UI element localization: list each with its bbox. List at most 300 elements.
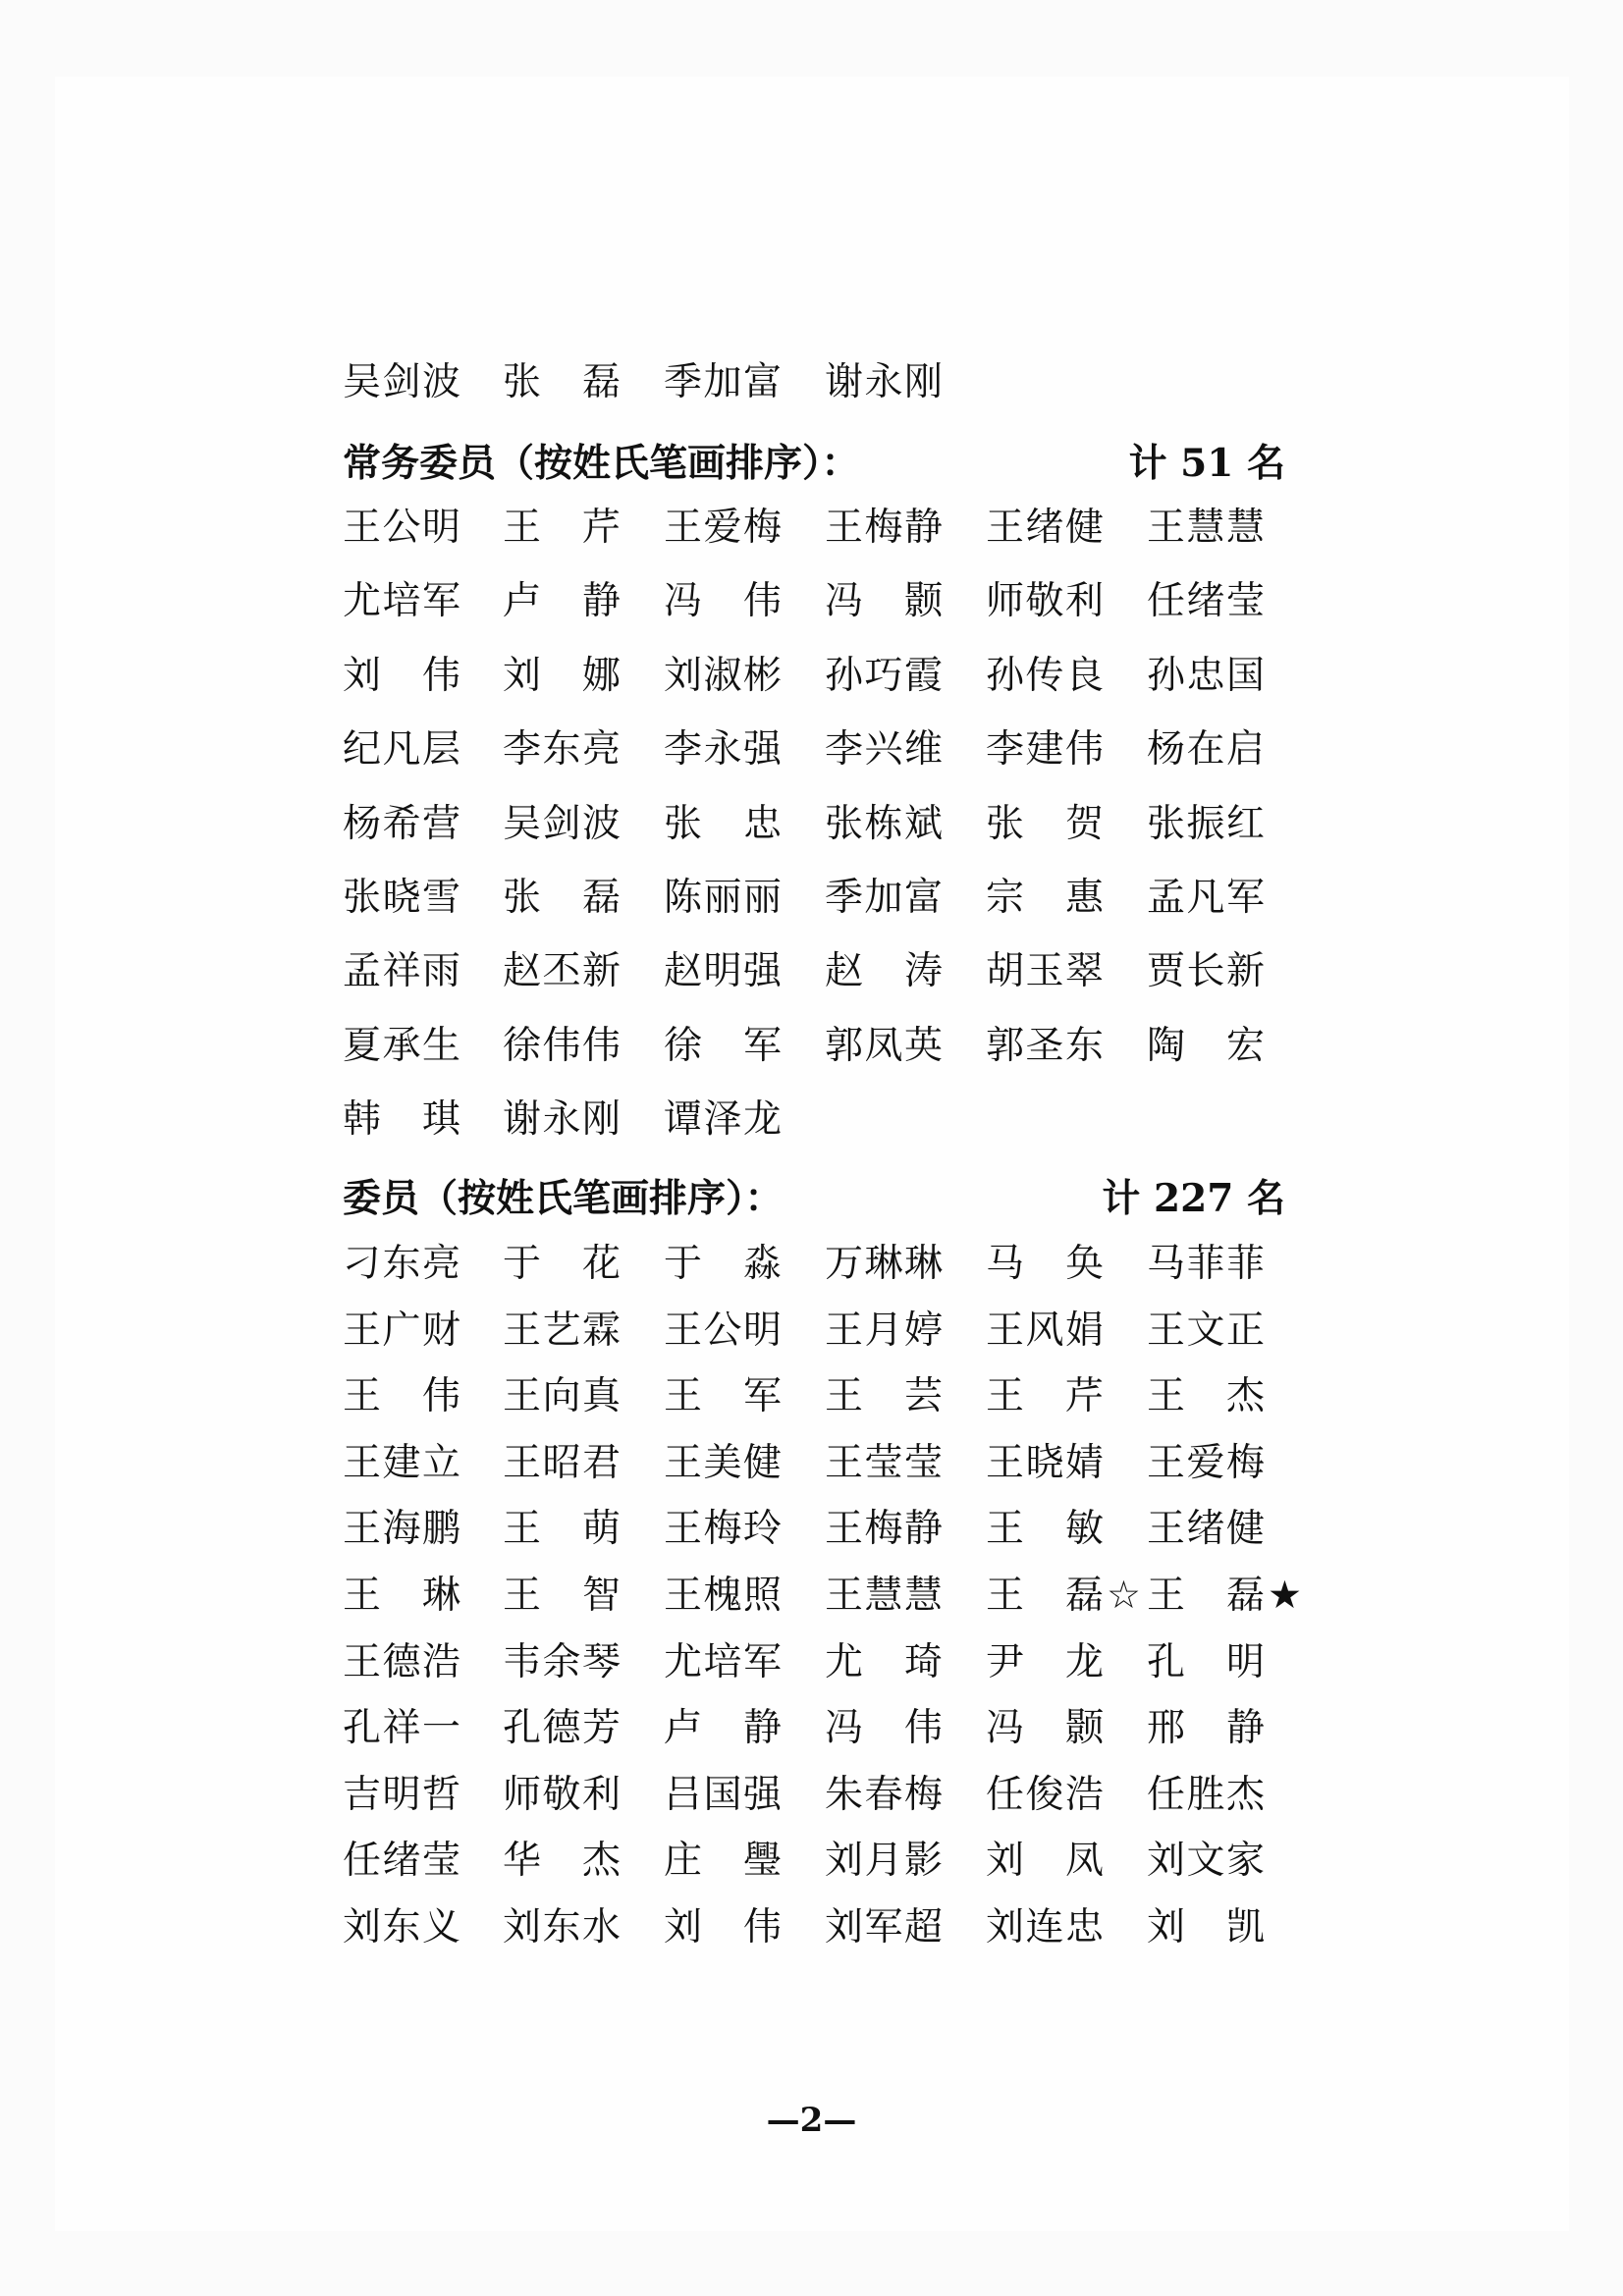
continued-row [343, 353, 1285, 412]
name-char: 加 [703, 360, 742, 404]
name-cell [664, 1766, 782, 1825]
name-char: 丕 [542, 949, 581, 994]
name-char: 张 [503, 360, 542, 404]
name-char: 梅 [864, 1507, 903, 1552]
name-cell [825, 721, 943, 779]
name-char: 巧 [864, 653, 903, 698]
name-char: 鹏 [421, 1507, 460, 1552]
name-cell [343, 1235, 460, 1294]
name-char: 王 [664, 1440, 703, 1485]
name-cell [664, 1699, 782, 1758]
name-cell [343, 1832, 460, 1891]
name-char: 王 [343, 1507, 382, 1552]
name-char: 东 [382, 1905, 421, 1949]
name-char: 任 [1147, 579, 1186, 624]
name-cell [664, 353, 782, 412]
name-char: 王 [343, 1639, 382, 1684]
members-heading [343, 1169, 1285, 1228]
name-char: 智 [581, 1574, 621, 1618]
name-char: 军 [1225, 876, 1265, 920]
name-cell [503, 721, 621, 779]
name-char: 绪 [1186, 1507, 1225, 1552]
name-char: 雪 [421, 876, 460, 920]
name-char: 在 [1186, 727, 1225, 773]
name-char: 娜 [581, 653, 621, 698]
name-char: 浩 [1064, 1772, 1104, 1817]
name-char: 财 [421, 1308, 460, 1353]
name-char: 吕 [664, 1772, 703, 1817]
name-char: 淑 [703, 653, 742, 698]
name-char: 刘 [664, 1905, 703, 1949]
name-cell [986, 721, 1104, 779]
name-char: 孙 [986, 653, 1025, 698]
name-char: 王 [1147, 506, 1186, 550]
name-char: 霞 [903, 653, 943, 698]
name-cell [986, 1302, 1104, 1361]
name-char: 杨 [1147, 727, 1186, 773]
name-char: 凤 [1064, 1839, 1104, 1884]
member-row [343, 1500, 1285, 1559]
name-char: 雨 [421, 949, 460, 994]
name-char: 义 [421, 1905, 460, 1949]
name-char: 梅 [903, 1772, 943, 1817]
name-cell [343, 1633, 460, 1692]
name-char: 王 [664, 1374, 703, 1419]
member-row [343, 1434, 1285, 1493]
name-char: 余 [542, 1639, 581, 1684]
name-char: 向 [542, 1374, 581, 1419]
name-char: 明 [421, 506, 460, 550]
name-char: 婷 [903, 1308, 943, 1353]
name-char: 王 [343, 506, 382, 550]
name-cell [986, 1500, 1104, 1559]
name-cell [503, 1898, 621, 1957]
name-char: 王 [986, 1507, 1025, 1552]
name-char: 芹 [1064, 1374, 1104, 1419]
name-char: 芸 [903, 1374, 943, 1419]
name-char: 芳 [581, 1706, 621, 1751]
name-char: 陈 [664, 876, 703, 920]
name-char: 张 [664, 801, 703, 846]
name-char: 慧 [864, 1574, 903, 1618]
name-char: 建 [1025, 727, 1064, 773]
name-cell [343, 1434, 460, 1493]
name-char: 贺 [1064, 801, 1104, 846]
name-char: 玲 [742, 1507, 782, 1552]
name-cell [986, 795, 1104, 854]
member-row [343, 1699, 1285, 1758]
name-cell [343, 1898, 460, 1957]
name-cell [825, 1017, 943, 1076]
name-char: 凡 [1186, 876, 1225, 920]
name-char: 刁 [343, 1242, 382, 1286]
name-char: 培 [382, 579, 421, 624]
name-char: 梅 [864, 506, 903, 550]
name-char: 琪 [421, 1097, 460, 1143]
name-cell [664, 721, 782, 779]
name-char: 希 [382, 801, 421, 846]
name-char: 永 [542, 1097, 581, 1143]
name-char: 伟 [421, 653, 460, 698]
name-char: 亮 [421, 1242, 460, 1286]
name-cell [1147, 795, 1265, 854]
name-char: 王 [825, 1440, 864, 1485]
name-cell [1147, 721, 1265, 779]
name-cell [986, 1633, 1104, 1692]
name-char: 李 [825, 727, 864, 773]
name-char: 伟 [742, 1905, 782, 1949]
name-char: 刘 [825, 1905, 864, 1949]
name-char: 栋 [864, 801, 903, 846]
name-char: 凡 [382, 727, 421, 773]
name-char: 振 [1186, 801, 1225, 846]
name-char: 杰 [1225, 1772, 1265, 1817]
name-cell [343, 647, 460, 706]
name-cell [1147, 1302, 1265, 1361]
name-char: 英 [903, 1023, 943, 1068]
name-char: 谢 [825, 360, 864, 404]
name-char: 德 [542, 1706, 581, 1751]
name-cell [1147, 647, 1265, 706]
name-char: 婧 [1064, 1440, 1104, 1485]
name-char: 忠 [742, 801, 782, 846]
name-char: 琴 [581, 1639, 621, 1684]
name-cell [825, 1367, 943, 1426]
solid-star-icon: ★ [1268, 1574, 1302, 1618]
name-char: 美 [703, 1440, 742, 1485]
name-cell [825, 942, 943, 1001]
name-char: 霖 [581, 1308, 621, 1353]
name-cell [343, 1699, 460, 1758]
name-char: 凤 [864, 1023, 903, 1068]
name-char: 承 [382, 1023, 421, 1068]
name-char: 真 [581, 1374, 621, 1419]
name-char: 广 [382, 1308, 421, 1353]
name-char: 敬 [1025, 579, 1064, 624]
name-char: 军 [742, 1374, 782, 1419]
name-char: 冯 [825, 579, 864, 624]
name-char: 军 [742, 1023, 782, 1068]
name-cell [986, 1832, 1104, 1891]
name-char: 纪 [343, 727, 382, 773]
name-cell [825, 647, 943, 706]
name-char: 新 [1225, 949, 1265, 994]
name-char: 明 [1225, 1639, 1265, 1684]
name-cell [825, 1832, 943, 1891]
name-char: 剑 [382, 360, 421, 404]
name-char: 永 [864, 360, 903, 404]
name-char: 王 [1147, 1507, 1186, 1552]
member-row [343, 1766, 1285, 1825]
name-char: 王 [825, 1374, 864, 1419]
name-char: 绪 [1025, 506, 1064, 550]
name-char: 伟 [1064, 727, 1104, 773]
name-char: 红 [1225, 801, 1265, 846]
name-char: 刘 [986, 1839, 1025, 1884]
name-char: 孔 [343, 1706, 382, 1751]
name-char: 静 [1225, 1706, 1265, 1751]
section-title: 委员（按姓氏笔画排序）： [343, 1176, 784, 1221]
name-char: 刘 [1147, 1905, 1186, 1949]
name-char: 磊 [581, 360, 621, 404]
name-cell [664, 1500, 782, 1559]
name-char: 颢 [903, 579, 943, 624]
name-char: 晓 [382, 876, 421, 920]
name-cell [986, 647, 1104, 706]
name-char: 陶 [1147, 1023, 1186, 1068]
name-char: 王 [1147, 1308, 1186, 1353]
name-cell [503, 1699, 621, 1758]
name-char: 谭 [664, 1097, 703, 1143]
name-char: 邢 [1147, 1706, 1186, 1751]
name-char: 王 [503, 1374, 542, 1419]
name-char: 孟 [343, 949, 382, 994]
name-char: 奂 [1064, 1242, 1104, 1286]
name-char: 慧 [1186, 506, 1225, 550]
name-char: 凯 [1225, 1905, 1265, 1949]
name-char: 王 [986, 1308, 1025, 1353]
name-char: 丽 [742, 876, 782, 920]
name-char: 长 [1186, 949, 1225, 994]
name-char: 刚 [581, 1097, 621, 1143]
name-char: 刚 [903, 360, 943, 404]
name-cell [664, 499, 782, 558]
name-char: 绪 [382, 1839, 421, 1884]
name-char: 立 [421, 1440, 460, 1485]
name-char: 营 [421, 801, 460, 846]
name-char: 尤 [664, 1639, 703, 1684]
name-cell [986, 942, 1104, 1001]
standing-row [343, 942, 1285, 1001]
name-char: 刘 [825, 1839, 864, 1884]
name-cell [986, 1898, 1104, 1957]
name-char: 王 [1147, 1374, 1186, 1419]
name-char: 吴 [343, 360, 382, 404]
name-char: 刘 [343, 1905, 382, 1949]
name-cell [825, 1898, 943, 1957]
name-cell [1147, 1832, 1265, 1891]
name-char: 冯 [986, 1706, 1025, 1751]
name-char: 军 [864, 1905, 903, 1949]
name-cell [825, 1434, 943, 1493]
name-cell [664, 1091, 782, 1149]
name-char: 爱 [1186, 1440, 1225, 1485]
name-char: 东 [542, 727, 581, 773]
name-cell [664, 1302, 782, 1361]
name-char: 刘 [664, 653, 703, 698]
name-cell [986, 1367, 1104, 1426]
name-cell [825, 353, 943, 412]
name-char: 王 [503, 506, 542, 550]
name-cell [1147, 1367, 1265, 1426]
name-char: 任 [343, 1839, 382, 1884]
name-cell [1147, 1699, 1265, 1758]
name-cell [503, 1567, 621, 1626]
name-char: 萌 [581, 1507, 621, 1552]
name-char: 磊 [1225, 1574, 1265, 1618]
name-char: 永 [703, 727, 742, 773]
name-cell [503, 942, 621, 1001]
name-cell [343, 1766, 460, 1825]
name-char: 马 [986, 1242, 1025, 1286]
name-char: 王 [343, 1574, 382, 1618]
name-char: 健 [1225, 1507, 1265, 1552]
name-char: 丽 [703, 876, 742, 920]
name-char: 波 [421, 360, 460, 404]
name-cell [986, 1699, 1104, 1758]
standing-committee-heading [343, 434, 1285, 493]
name-char: 强 [742, 727, 782, 773]
standing-row [343, 647, 1285, 706]
name-char: 卢 [664, 1706, 703, 1751]
name-char: 新 [581, 949, 621, 994]
name-char: 静 [903, 1507, 943, 1552]
name-char: 贾 [1147, 949, 1186, 994]
name-char: 杰 [1225, 1374, 1265, 1419]
name-char: 祥 [382, 949, 421, 994]
name-cell [664, 1017, 782, 1076]
name-cell [503, 647, 621, 706]
name-char: 王 [1147, 1440, 1186, 1485]
name-cell [343, 1302, 460, 1361]
name-char: 菲 [1186, 1242, 1225, 1286]
name-cell [503, 1091, 621, 1149]
standing-row [343, 572, 1285, 631]
name-char: 启 [1225, 727, 1265, 773]
name-char: 祥 [382, 1706, 421, 1751]
name-char: 强 [742, 949, 782, 994]
name-cell [664, 1567, 782, 1626]
name-cell [343, 572, 460, 631]
name-cell [664, 1832, 782, 1891]
name-char: 孔 [1147, 1639, 1186, 1684]
member-row [343, 1832, 1285, 1891]
name-char: 琳 [421, 1574, 460, 1618]
name-char: 一 [421, 1706, 460, 1751]
name-char: 富 [903, 876, 943, 920]
name-char: 胜 [1186, 1772, 1225, 1817]
name-char: 王 [503, 1574, 542, 1618]
name-char: 尹 [986, 1639, 1025, 1684]
name-cell [343, 721, 460, 779]
name-char: 剑 [542, 801, 581, 846]
name-char: 军 [742, 1639, 782, 1684]
name-char: 照 [742, 1574, 782, 1618]
name-char: 加 [864, 876, 903, 920]
name-cell [986, 1017, 1104, 1076]
name-char: 浩 [421, 1639, 460, 1684]
name-char: 波 [581, 801, 621, 846]
name-char: 文 [1186, 1839, 1225, 1884]
name-char: 娟 [1064, 1308, 1104, 1353]
name-cell [825, 869, 943, 928]
name-char: 颢 [1064, 1706, 1104, 1751]
name-char: 敏 [1064, 1507, 1104, 1552]
name-char: 俊 [1025, 1772, 1064, 1817]
name-char: 韩 [343, 1097, 382, 1143]
name-char: 利 [581, 1772, 621, 1817]
name-char: 王 [986, 1440, 1025, 1485]
name-char: 张 [343, 876, 382, 920]
name-char: 刘 [1147, 1839, 1186, 1884]
name-char: 琳 [864, 1242, 903, 1286]
member-row [343, 1633, 1285, 1692]
name-char: 刘 [343, 653, 382, 698]
name-char: 东 [542, 1905, 581, 1949]
name-char: 菲 [1225, 1242, 1265, 1286]
name-char: 梅 [742, 506, 782, 550]
name-char: 健 [1064, 506, 1104, 550]
name-char: 培 [703, 1639, 742, 1684]
name-cell [664, 1633, 782, 1692]
name-char: 王 [343, 1308, 382, 1353]
standing-row [343, 795, 1285, 854]
name-char: 斌 [903, 801, 943, 846]
name-cell [503, 1302, 621, 1361]
name-char: 慧 [903, 1574, 943, 1618]
name-cell [825, 572, 943, 631]
name-cell [503, 1832, 621, 1891]
name-char: 杰 [581, 1839, 621, 1884]
name-char: 伟 [421, 1374, 460, 1419]
name-char: 忠 [1186, 653, 1225, 698]
name-char: 家 [1225, 1839, 1265, 1884]
name-char: 孙 [825, 653, 864, 698]
name-cell [503, 1434, 621, 1493]
name-cell [1147, 1235, 1265, 1294]
name-char: 惠 [1064, 876, 1104, 920]
page-number: —2— [766, 2101, 857, 2140]
name-cell [1147, 1567, 1302, 1626]
name-char: 王 [343, 1440, 382, 1485]
name-cell [986, 1766, 1104, 1825]
standing-row [343, 1091, 1285, 1149]
name-char: 兴 [864, 727, 903, 773]
name-char: 琦 [903, 1639, 943, 1684]
name-cell [1147, 1633, 1265, 1692]
name-char: 槐 [703, 1574, 742, 1618]
name-char: 孟 [1147, 876, 1186, 920]
name-char: 琳 [903, 1242, 943, 1286]
name-char: 吴 [503, 801, 542, 846]
name-cell [664, 795, 782, 854]
name-char: 孙 [1147, 653, 1186, 698]
name-char: 芹 [581, 506, 621, 550]
name-char: 王 [825, 1308, 864, 1353]
name-char: 爱 [703, 506, 742, 550]
name-char: 利 [1064, 579, 1104, 624]
name-cell [664, 572, 782, 631]
name-char: 王 [503, 1507, 542, 1552]
name-cell [343, 869, 460, 928]
name-char: 李 [986, 727, 1025, 773]
name-char: 李 [664, 727, 703, 773]
name-char: 于 [503, 1242, 542, 1286]
name-char: 传 [1025, 653, 1064, 698]
name-char: 国 [703, 1772, 742, 1817]
name-char: 龙 [742, 1097, 782, 1143]
name-cell [825, 1766, 943, 1825]
member-row [343, 1235, 1285, 1294]
name-cell [503, 795, 621, 854]
name-char: 梅 [703, 1507, 742, 1552]
name-char: 泽 [703, 1097, 742, 1143]
member-row [343, 1898, 1285, 1957]
name-cell [664, 1434, 782, 1493]
name-char: 磊 [581, 876, 621, 920]
name-char: 王 [503, 1440, 542, 1485]
name-char: 正 [1225, 1308, 1265, 1353]
